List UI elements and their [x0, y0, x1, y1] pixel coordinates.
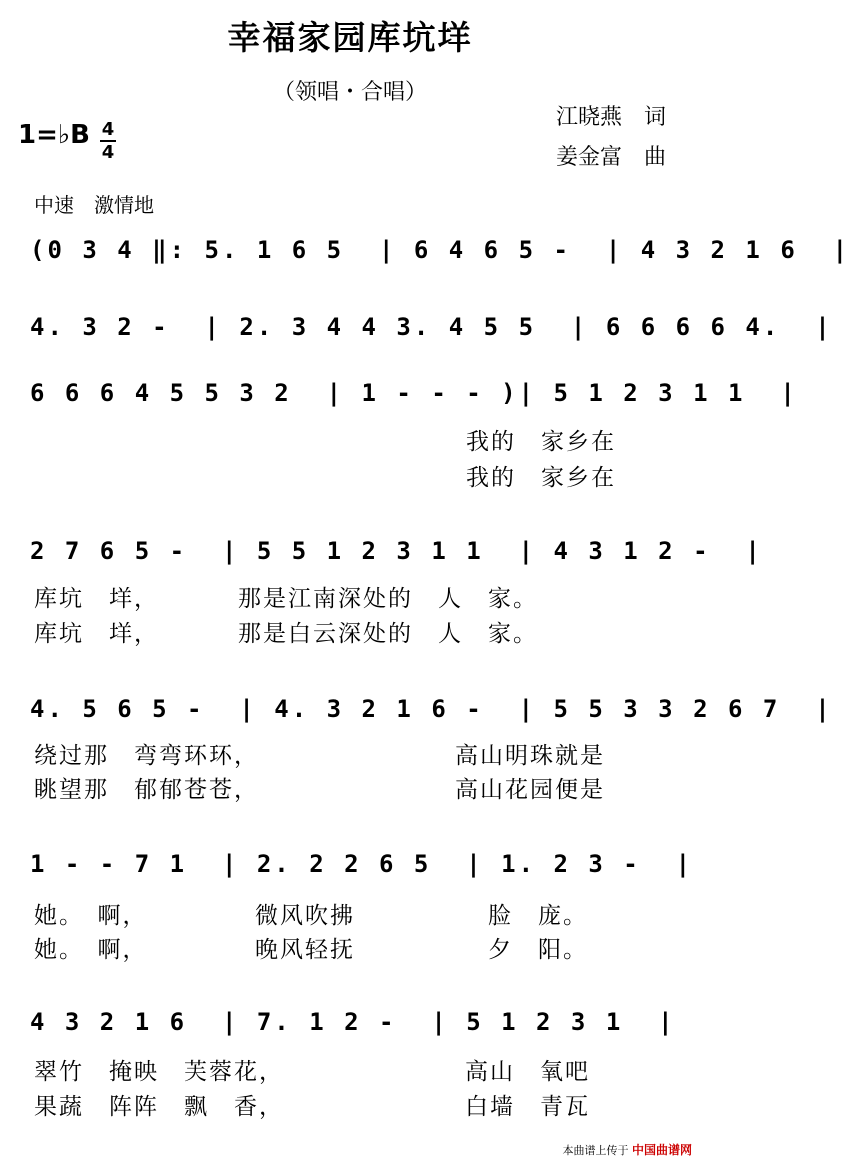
composer-credit: 姜金富 曲 [556, 145, 667, 170]
time-denominator: 4 [101, 142, 115, 163]
notation-row-5 [0, 695, 833, 735]
tempo-marking: 中速 激情地 [34, 193, 154, 217]
lyric-10-b: 白墙 青瓦 [465, 1094, 590, 1120]
watermark-site: 中国曲谱网 [631, 1143, 692, 1157]
lyric-line-6 [0, 771, 700, 805]
notes-7: 4 3 2 1 6 | 7. 1 2 - | 5 1 2 3 1 | [30, 1008, 676, 1036]
lyric-10-a: 果蔬 阵阵 飘 香， [34, 1094, 284, 1120]
lyric-8-a: 她。 啊， [34, 937, 148, 963]
notation-row-3 [0, 379, 798, 419]
lyric-line-4 [0, 615, 700, 649]
time-numerator: 4 [101, 119, 115, 140]
lyric-4-a: 库坑 垟， [34, 621, 159, 647]
notes-6: 1 - - 7 1 | 2. 2 2 6 5 | 1. 2 3 - | [30, 850, 694, 878]
watermark-prefix: 本曲谱上传于 [562, 1144, 629, 1157]
notes-4: 2 7 6 5 - | 5 5 1 2 3 1 1 | 4 3 1 2 - | [30, 537, 763, 565]
time-signature [100, 120, 116, 162]
notes-1: (0 3 4 ‖: 5. 1 6 5 | 6 4 6 5 - | 4 3 2 1 6 | [30, 236, 850, 264]
lyric-line-5 [0, 737, 700, 771]
lyric-9-b: 高山 氧吧 [465, 1059, 590, 1085]
key-signature: 1=♭B [18, 120, 90, 150]
notation-row-1 [0, 236, 850, 276]
lyric-8-b: 晚风轻抚 [255, 937, 355, 963]
notes-5: 4. 5 6 5 - | 4. 3 2 1 6 - | 5 5 3 3 2 6 7 | [30, 695, 833, 723]
lyric-line-10 [0, 1088, 700, 1122]
lyricist-credit: 江晓燕 词 [556, 105, 667, 130]
notation-row-7 [0, 1008, 700, 1048]
lyric-3-b: 那是江南深处的 人 家。 [238, 586, 538, 612]
lyric-1-a: 我的 家乡在 [466, 429, 616, 455]
lyric-7-b: 微风吹拂 [255, 903, 355, 929]
lyric-5-b: 高山明珠就是 [455, 743, 605, 769]
lyric-7-a: 她。 啊， [34, 903, 148, 929]
lyric-3-a: 库坑 垟， [34, 586, 159, 612]
notes-2: 4. 3 2 - | 2. 3 4 4 3. 4 5 5 | 6 6 6 6 4. | [30, 313, 833, 341]
lyric-6-b: 高山花园便是 [455, 777, 605, 803]
song-title: 幸福家园库坑垟 [227, 18, 473, 57]
lyric-4-b: 那是白云深处的 人 家。 [238, 621, 538, 647]
lyric-2-a: 我的 家乡在 [466, 465, 616, 491]
song-subtitle: （领唱・合唱） [272, 80, 427, 105]
lyric-line-2 [0, 459, 700, 493]
lyric-6-a: 眺望那 郁郁苍苍， [34, 777, 259, 803]
site-watermark [562, 1141, 692, 1158]
lyric-line-7 [0, 897, 700, 931]
notes-3: 6 6 6 4 5 5 3 2 | 1 - - - )| 5 1 2 3 1 1 | [30, 379, 798, 407]
lyric-7-c: 脸 庞。 [488, 903, 588, 929]
notation-row-2 [0, 313, 833, 353]
notation-row-6 [0, 850, 700, 890]
lyric-9-a: 翠竹 掩映 芙蓉花， [34, 1059, 284, 1085]
lyric-line-3 [0, 580, 700, 614]
lyric-line-8 [0, 931, 700, 965]
lyric-5-a: 绕过那 弯弯环环， [34, 743, 259, 769]
lyric-line-1 [0, 423, 700, 457]
lyric-line-9 [0, 1053, 700, 1087]
notation-row-4 [0, 537, 763, 577]
lyric-8-c: 夕 阳。 [488, 937, 588, 963]
